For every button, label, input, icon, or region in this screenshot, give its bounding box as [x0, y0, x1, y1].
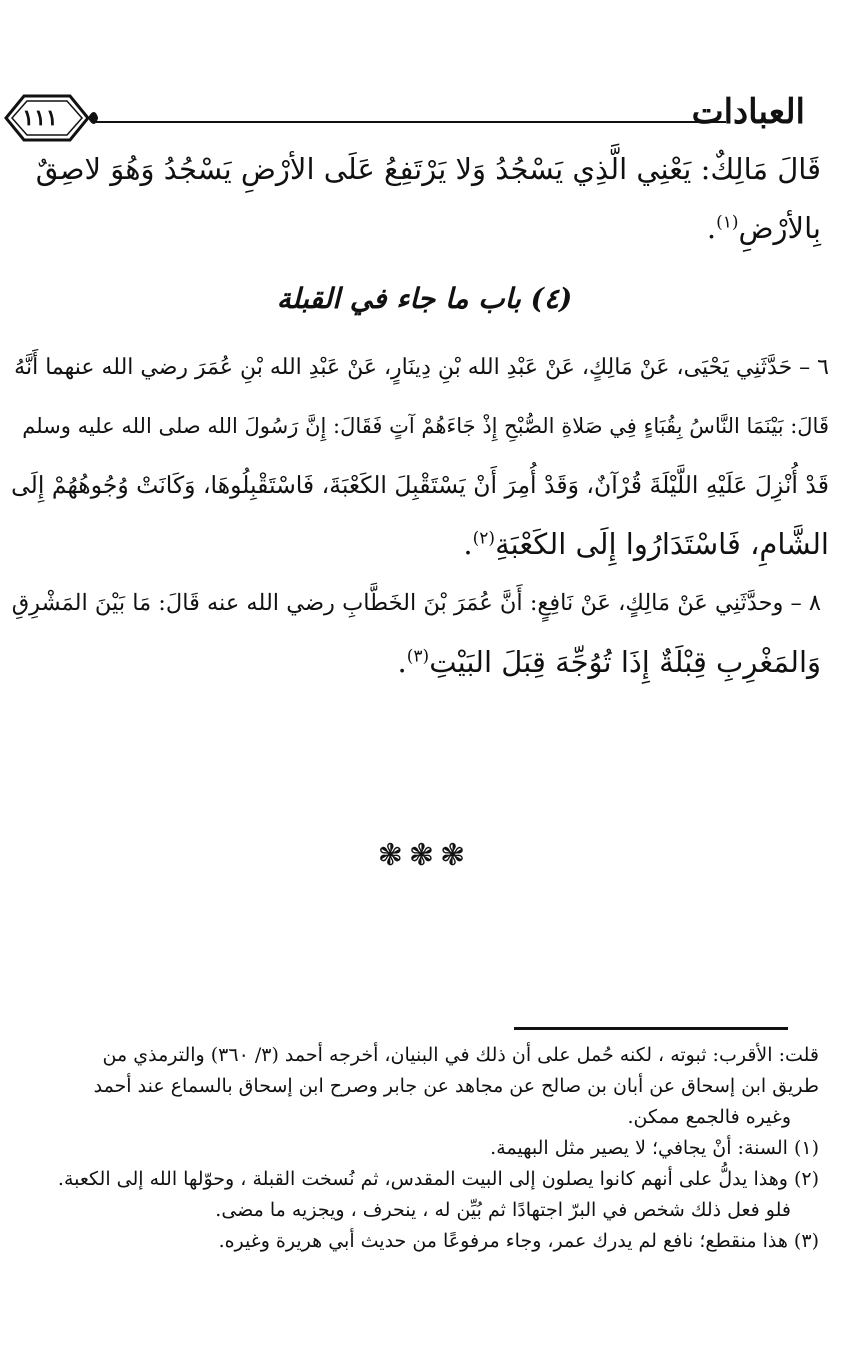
punctuation: . — [706, 211, 717, 245]
section-end-ornament: ❃❃❃ — [377, 838, 472, 873]
footnote-2: (٢) وهذا يدلُّ على أنهم كانوا يصلون إلى البيت المقدس، ثم نُسخت القبلة ، وحوّلها الله إلى الكعبة. — [57, 1168, 819, 1190]
section-title: العبادات — [691, 92, 805, 132]
text-line: قَدْ أُنْزِلَ عَلَيْهِ اللَّيْلَةَ قُرْآنٌ، وَقَدْ أُمِرَ أَنْ يَسْتَقْبِلَ الكَعْبَةَ، فَاسْتَقْبِلُوهَا، وَكَانَتْ وُجُوهُهُمْ إِلَى — [11, 471, 829, 499]
text-line: قَالَ: بَيْنَمَا النَّاسُ بِقُبَاءٍ فِي صَلاةِ الصُّبْحِ إِذْ جَاءَهُمْ آتٍ فَقَالَ: إِنَّ رَسُولَ الله صلى الله عليه وسلم — [22, 414, 829, 438]
text-segment: بِالأرْضِ — [738, 211, 821, 245]
text-line: ٨ – وحدَّثَنِي عَنْ مَالِكٍ، عَنْ نَافِعٍ: أَنَّ عُمَرَ بْنَ الخَطَّابِ رضي الله عنه قَالَ: مَا بَيْنَ المَشْرِقِ — [11, 590, 821, 616]
text-line: ٦ – حَدَّثَنِي يَحْيَى، عَنْ مَالِكٍ، عَنْ عَبْدِ الله بْنِ دِينَارٍ، عَنْ عَبْدِ الله بْنِ عُمَرَ رضي الله عنهما أَنَّهُ — [14, 355, 829, 380]
footnote-1: (١) السنة: أنْ يجافي؛ لا يصير مثل البهيمة. — [490, 1137, 819, 1159]
punctuation: . — [463, 527, 473, 561]
chapter-heading: (٤) باب ما جاء في القبلة — [276, 282, 573, 315]
text-segment: الشَّامِ، فَاسْتَدَارُوا إِلَى الكَعْبَةِ — [495, 527, 829, 561]
hadith-6 — [9, 338, 829, 574]
text-line — [9, 633, 821, 692]
page-number: ١١١ — [22, 105, 58, 131]
footnote-line: وغيره فالجمع ممكن. — [627, 1106, 791, 1128]
punctuation: . — [397, 645, 407, 679]
footnote-2-continued: فلو فعل ذلك شخص في البرّ اجتهادًا ثم بُيِّن له ، ينحرف ، ويجزيه ما مضى. — [215, 1199, 791, 1221]
footnote-3: (٣) هذا منقطع؛ نافع لم يدرك عمر، وجاء مرفوعًا من حديث أبي هريرة وغيره. — [218, 1230, 819, 1252]
footnote-line: طريق ابن إسحاق عن أبان بن صالح عن مجاهد عن جابر وصرح ابن إسحاق بالسماع عند أحمد — [93, 1075, 819, 1097]
text-line — [9, 515, 829, 574]
header-rule — [96, 121, 726, 123]
footnote-separator — [514, 1027, 788, 1030]
text-line — [9, 199, 821, 258]
top-paragraph — [9, 140, 821, 258]
footnote-marker: (١) — [716, 212, 739, 233]
footnotes — [9, 1040, 819, 1257]
text-segment: وَالمَغْرِبِ قِبْلَةٌ إِذَا تُوُجِّهَ قِبَلَ البَيْتِ — [429, 645, 821, 679]
footnote-line: قلت: الأقرب: ثبوته ، لكنه حُمل على أن ذلك في البنيان، أخرجه أحمد (٣/ ٣٦٠) والترمذي من — [102, 1044, 819, 1066]
text-line: قَالَ مَالِكٌ: يَعْنِي الَّذِي يَسْجُدُ وَلا يَرْتَفِعُ عَلَى الأرْضِ يَسْجُدُ وَهُوَ لاصِقٌ — [35, 152, 821, 186]
footnote-marker: (٣) — [406, 646, 430, 667]
footnote-marker: (٢) — [472, 528, 496, 549]
hadith-8 — [9, 574, 821, 692]
